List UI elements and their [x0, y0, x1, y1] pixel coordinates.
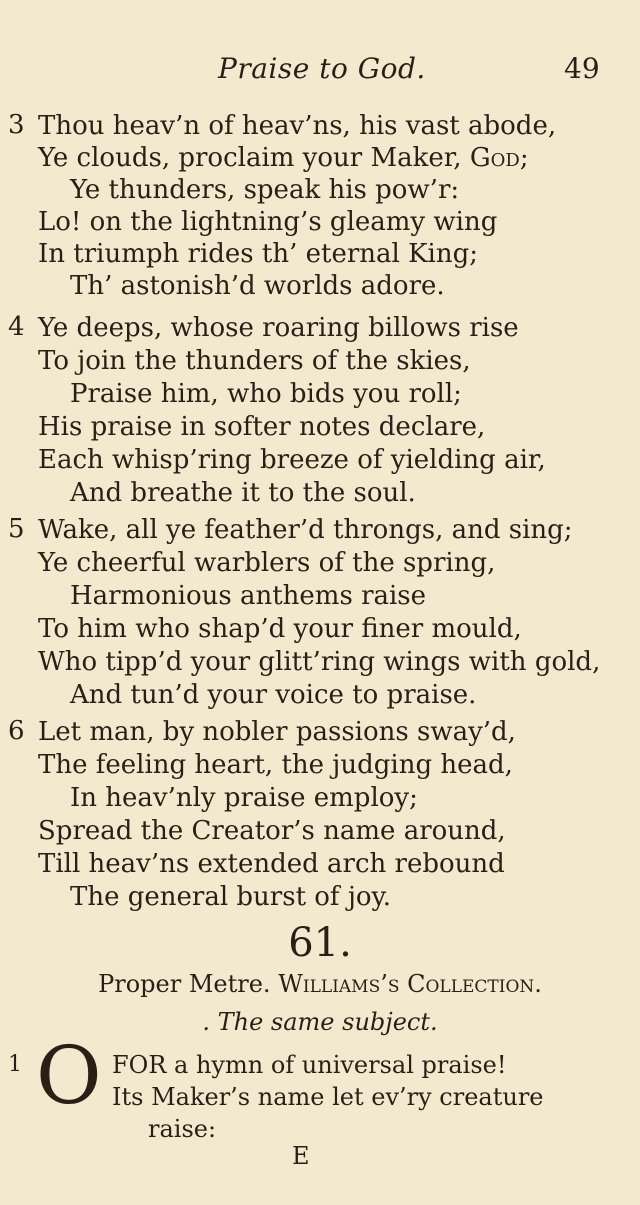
- verse-line: Who tipp’d your glitt’ring wings with gold,: [38, 647, 601, 677]
- verse-line: And breathe it to the soul.: [70, 478, 416, 508]
- page-number: 49: [564, 52, 600, 85]
- verse-line: Ye cheerful warblers of the spring,: [38, 548, 496, 578]
- verse-line: The feeling heart, the judging head,: [38, 750, 513, 780]
- verse-line: And tun’d your voice to praise.: [70, 680, 477, 710]
- verse-line: To join the thunders of the skies,: [38, 346, 471, 376]
- running-title: Praise to God.: [218, 52, 426, 85]
- stanza-number: 6: [8, 716, 25, 746]
- hymn-subject: The same subject.: [217, 1008, 438, 1036]
- verse-line: The general burst of joy.: [70, 882, 392, 912]
- verse-line: Ye clouds, proclaim your Maker, God;: [38, 143, 529, 173]
- verse-line: Till heav’ns extended arch rebound: [38, 849, 505, 879]
- verse-line: FOR a hymn of universal praise!: [112, 1051, 507, 1079]
- verse-line: Harmonious anthems raise: [70, 581, 427, 611]
- source-collection: Williams’s Collection.: [278, 970, 542, 998]
- verse-line: To him who shap’d your finer mould,: [38, 614, 522, 644]
- meter-line: [0, 970, 640, 998]
- meter-label: Proper Metre.: [98, 970, 271, 998]
- verse-line: Let man, by nobler passions sway’d,: [38, 717, 516, 747]
- verse-line: In triumph rides th’ eternal King;: [38, 239, 478, 269]
- verse-line: Ye thunders, speak his pow’r:: [70, 175, 460, 205]
- verse-line: Spread the Creator’s name around,: [38, 816, 506, 846]
- verse-line: In heav’nly praise employ;: [70, 783, 418, 813]
- verse-line: Ye deeps, whose roaring billows rise: [38, 313, 519, 343]
- drop-cap: O: [36, 1029, 102, 1122]
- verse-line: Th’ astonish’d worlds adore.: [70, 271, 445, 301]
- subject-prefix: .: [202, 1008, 210, 1036]
- hymn-number: 61.: [288, 920, 352, 966]
- signature-mark: E: [292, 1142, 310, 1170]
- stanza-number: 5: [8, 514, 25, 544]
- verse-line: Thou heav’n of heav’ns, his vast abode,: [38, 111, 557, 141]
- verse-line: Lo! on the lightning’s gleamy wing: [38, 207, 498, 237]
- stanza-number: 4: [8, 312, 25, 342]
- verse-line: Wake, all ye feather’d throngs, and sing;: [38, 515, 573, 545]
- verse-line: His praise in softer notes declare,: [38, 412, 486, 442]
- verse-line: raise:: [148, 1115, 217, 1143]
- verse-line: Each whisp’ring breeze of yielding air,: [38, 445, 546, 475]
- god-small-caps: God: [469, 143, 520, 173]
- verse-line: Its Maker’s name let ev’ry creature: [112, 1083, 544, 1111]
- stanza-number: 3: [8, 110, 25, 140]
- page-header: [0, 52, 640, 92]
- stanza-number: 1: [8, 1052, 22, 1077]
- verse-line: Praise him, who bids you roll;: [70, 379, 462, 409]
